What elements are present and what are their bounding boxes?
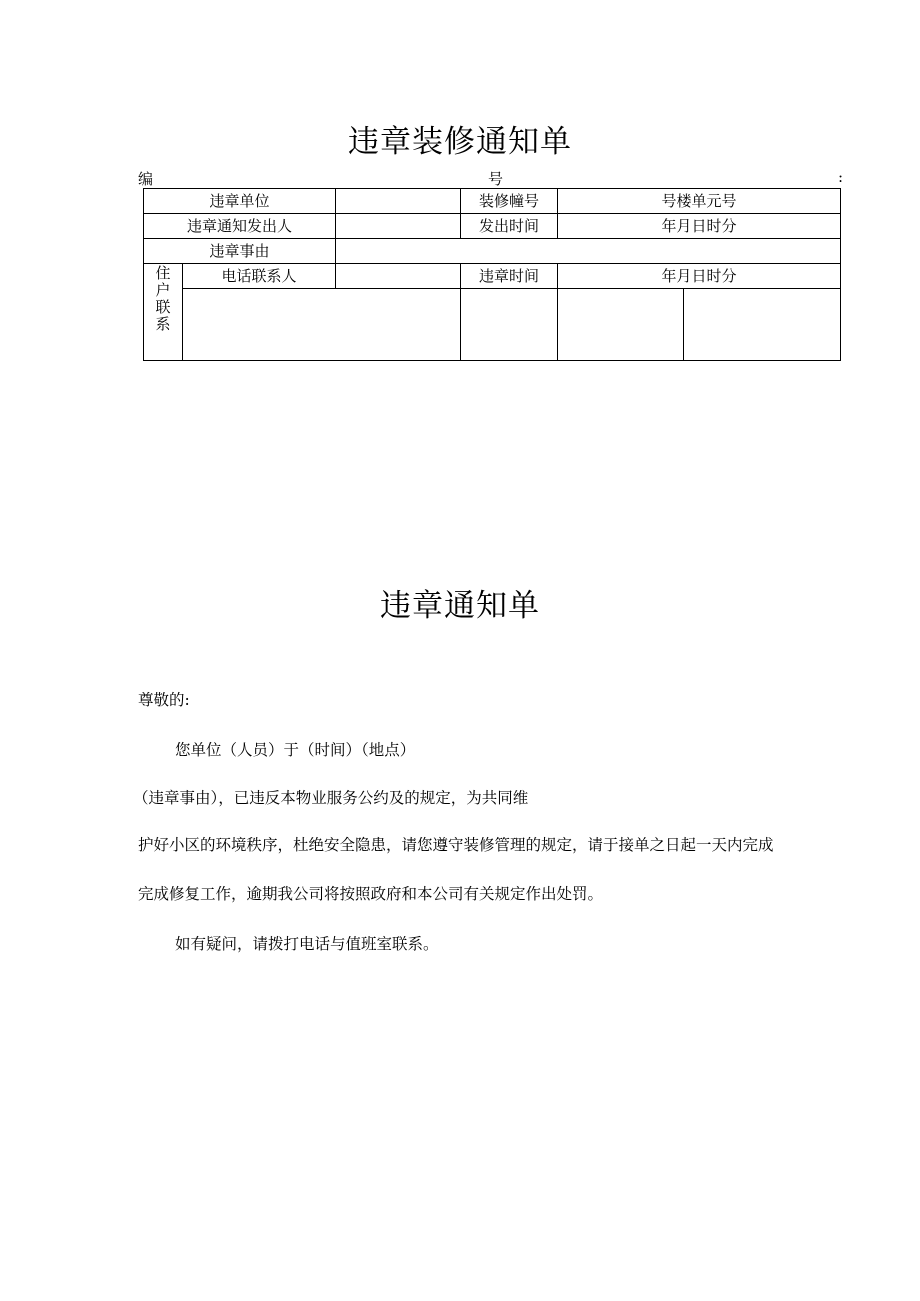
notice-paragraph-1: 您单位（人员）于（时间）（地点） xyxy=(175,741,416,759)
building-value-field[interactable]: 号楼单元号 xyxy=(558,189,841,214)
resident-contact-label: 住 户 联 系 xyxy=(144,264,183,361)
table-row xyxy=(144,239,841,264)
unit-value-field[interactable] xyxy=(336,189,461,214)
number-label-mid: 号 xyxy=(488,170,504,188)
issuer-label: 违章通知发出人 xyxy=(144,214,336,239)
number-label: 编 xyxy=(138,170,154,188)
issue-time-value-field[interactable]: 年月日时分 xyxy=(558,214,841,239)
notice-paragraph-5: 如有疑问，请拨打电话与值班室联系。 xyxy=(175,935,439,953)
table-row xyxy=(144,189,841,214)
violation-time-label: 违章时间 xyxy=(461,264,558,289)
number-colon: : xyxy=(838,168,844,186)
unit-label: 违章单位 xyxy=(144,189,336,214)
violation-time-value-field[interactable]: 年月日时分 xyxy=(558,264,841,289)
notice-paragraph-4: 完成修复工作，逾期我公司将按照政府和本公司有关规定作出处罚。 xyxy=(138,885,604,903)
phone-contact-label: 电话联系人 xyxy=(183,264,336,289)
notice-title: 违章通知单 xyxy=(380,588,540,624)
building-label: 装修幢号 xyxy=(461,189,558,214)
table-row xyxy=(144,264,841,289)
reason-label: 违章事由 xyxy=(144,239,336,264)
notice-paragraph-3: 护好小区的环境秩序，杜绝安全隐患，请您遵守装修管理的规定，请于接单之日起一天内完成 xyxy=(138,836,774,854)
greeting: 尊敬的: xyxy=(138,691,190,709)
reason-value-field[interactable] xyxy=(336,239,841,264)
blank-cell[interactable] xyxy=(684,289,841,361)
form-title: 违章装修通知单 xyxy=(348,124,572,160)
table-row xyxy=(144,289,841,361)
violation-form-table xyxy=(143,188,841,361)
blank-cell[interactable] xyxy=(183,289,461,361)
blank-cell[interactable] xyxy=(461,289,558,361)
phone-contact-value-field[interactable] xyxy=(336,264,461,289)
issuer-value-field[interactable] xyxy=(336,214,461,239)
blank-cell[interactable] xyxy=(558,289,684,361)
notice-paragraph-2: （违章事由），已违反本物业服务公约及的规定，为共同维 xyxy=(133,789,529,807)
issue-time-label: 发出时间 xyxy=(461,214,558,239)
table-row xyxy=(144,214,841,239)
